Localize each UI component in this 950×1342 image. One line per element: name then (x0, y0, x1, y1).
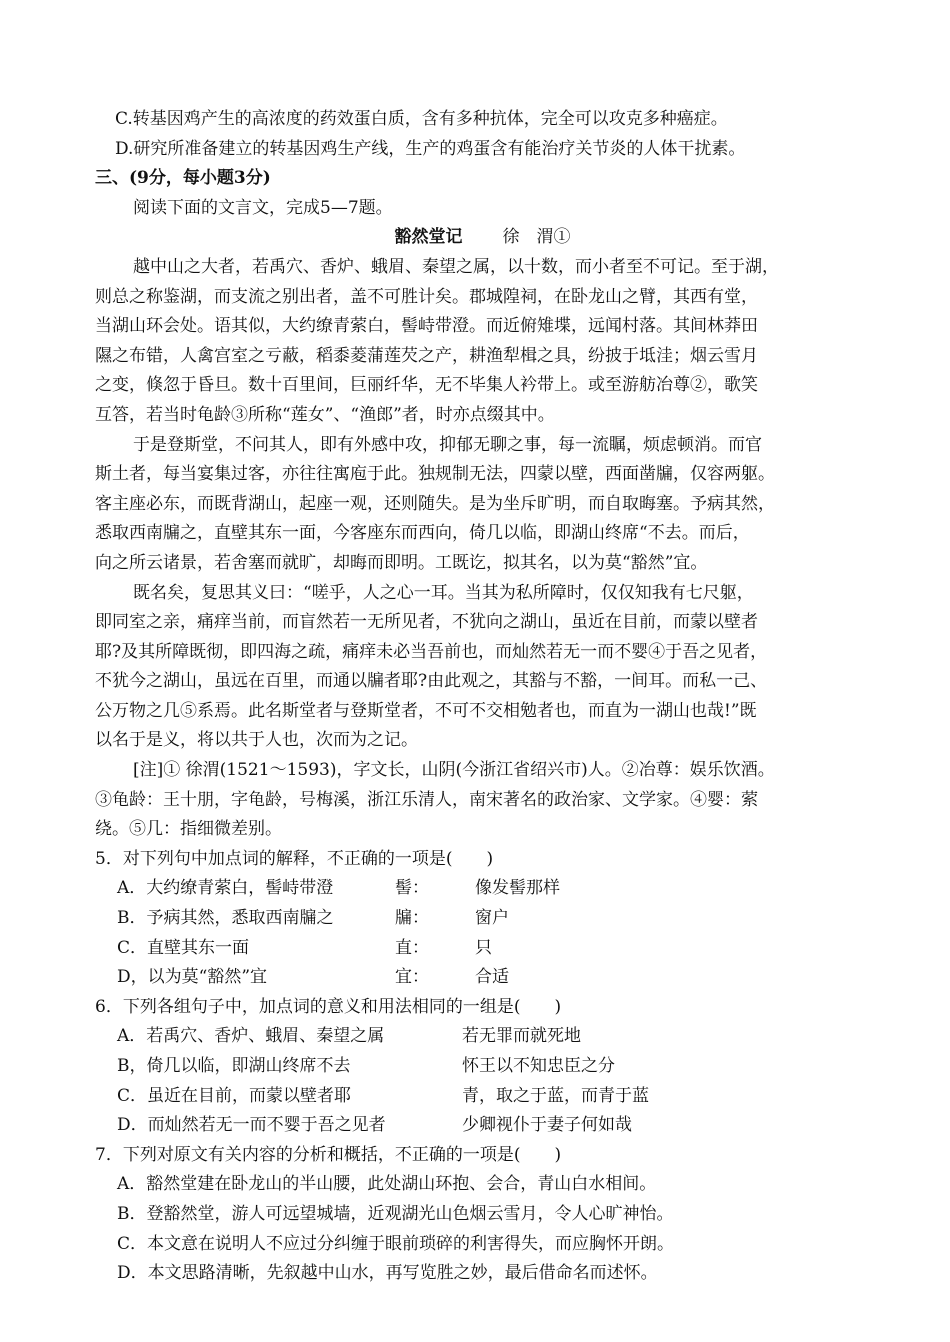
paragraph-line: 隰之布错，人禽宫室之亏蔽，稻黍菱蒲莲芡之产，耕渔犁楫之具，纷披于坻洼；烟云雪月 (95, 345, 758, 366)
option-sentence: D，以为莫“豁然”宜 (117, 967, 268, 988)
question-7-option-c: C．本文意在说明人不应过分纠缠于眼前琐碎的利害得失，而应胸怀开朗。 (117, 1233, 675, 1254)
paragraph-line: 越中山之大者，若禹穴、香炉、蛾眉、秦望之属，以十数，而小者至不可记。至于湖， (133, 256, 779, 277)
option-meaning: 合适 (475, 967, 509, 988)
question-6-stem: 6．下列各组句子中，加点词的意义和用法相同的一组是( ) (95, 996, 562, 1017)
option-left: A．若禹穴、香炉、蛾眉、秦望之属 (117, 1026, 385, 1047)
question-6-option-d (95, 1111, 870, 1141)
option-word: 髻： (395, 878, 429, 899)
option-d: D.研究所准备建立的转基因鸡生产线，生产的鸡蛋含有能治疗关节炎的人体干扰素。 (115, 138, 746, 159)
option-sentence: B．予病其然，悉取西南牖之 (117, 908, 334, 929)
question-6-option-a (95, 1022, 870, 1052)
paragraph-line: 则总之称鉴湖，而支流之别出者，盖不可胜计矣。郡城隍祠，在卧龙山之臂，其西有堂， (95, 286, 758, 307)
question-5-stem: 5．对下列句中加点词的解释，不正确的一项是( ) (95, 848, 494, 869)
option-word: 牖： (395, 908, 429, 929)
option-word: 直： (395, 937, 429, 958)
paragraph-1 (95, 253, 870, 431)
paragraph-line: 公万物之几⑤系焉。此名斯堂者与登斯堂者，不可不交相勉者也，而直为一湖山也哉!”既 (95, 700, 757, 721)
note-line: 绕。⑤几：指细微差别。 (95, 819, 282, 840)
option-word: 宜： (395, 967, 429, 988)
option-right: 青，取之于蓝，而青于蓝 (462, 1085, 649, 1106)
question-5-option-b (95, 904, 870, 934)
article-title-line (95, 223, 870, 253)
paragraph-line: 既名矣，复思其义曰：“嗟乎，人之心一耳。当其为私所障时，仅仅知我有七尺躯， (133, 582, 754, 603)
paragraph-line: 以名于是义，将以共于人也，次而为之记。 (95, 730, 418, 751)
paragraph-line: 悉取西南牖之，直壁其东一面，今客座东而西向，倚几以临，即湖山终席“不去。而后， (95, 523, 750, 544)
question-7-option-d: D．本文思路清晰，先叙越中山水，再写览胜之妙，最后借命名而述怀。 (117, 1263, 658, 1284)
option-sentence: C．直壁其东一面 (117, 937, 250, 958)
question-5-option-d (95, 963, 870, 993)
option-left: D．而灿然若无一而不婴于吾之见者 (117, 1115, 386, 1136)
exam-page (95, 105, 870, 1289)
paragraph-line: 客主座必东，而既背湖山，起座一观，还则随失。是为坐斥旷明，而自取晦塞。予病其然， (95, 493, 775, 514)
paragraph-line: 之变，倏忽于昏旦。数十百里间，巨丽纤华，无不毕集人衿带上。或至游舫冶尊②，歌笑 (95, 375, 758, 396)
question-6-option-b (95, 1052, 870, 1082)
paragraph-line: 于是登斯堂，不问其人，即有外感中攻，抑郁无聊之事，每一流瞩，烦虑顿消。而官 (133, 434, 762, 455)
question-5-option-a (95, 874, 870, 904)
article-title: 豁然堂记 (394, 227, 463, 248)
paragraph-line: 当湖山环会处。语其似，大约缭青萦白，髻峙带澄。而近俯雉堞，远闻村落。其间林莽田 (95, 316, 758, 337)
option-right: 怀王以不知忠臣之分 (462, 1056, 615, 1076)
option-left: B，倚几以临，即湖山终席不去 (117, 1056, 351, 1076)
option-c: C.转基因鸡产生的高浓度的药效蛋白质，含有多种抗体，完全可以攻克多种癌症。 (115, 109, 728, 129)
paragraph-line: 斯土者，每当宴集过客，亦往往寓庖于此。独规制无法，四蒙以壁，西面凿牖，仅容两躯。 (95, 464, 775, 485)
option-meaning: 只 (475, 937, 492, 958)
option-right: 若无罪而就死地 (462, 1026, 581, 1047)
article-author: 徐 渭① (502, 227, 571, 248)
note-line: [注]① 徐渭(1521～1593)，字文长，山阴(今浙江省绍兴市)人。②冶尊：娱乐饮酒。 (133, 760, 775, 781)
option-meaning: 窗户 (475, 908, 509, 929)
paragraph-line: 互答，若当时龟龄③所称“莲女”、“渔郎”者，时亦点缀其中。 (95, 404, 555, 425)
question-7-option-a: A．豁然堂建在卧龙山的半山腰，此处湖山环抱、会合，青山白水相间。 (117, 1174, 657, 1195)
paragraph-3 (95, 579, 870, 757)
question-7-stem: 7．下列对原文有关内容的分析和概括，不正确的一项是( ) (95, 1144, 562, 1165)
paragraph-line: 不犹今之湖山，虽远在百里，而通以牖者耶?由此观之，其豁与不豁，一间耳。而私一己、 (95, 671, 768, 692)
option-meaning: 像发髻那样 (475, 878, 560, 899)
question-7-option-b: B．登豁然堂，游人可远望城墙，近观湖光山色烟云雪月，令人心旷神怡。 (117, 1203, 674, 1224)
section-heading: 三、(9分，每小题3分) (95, 168, 271, 189)
paragraph-line: 即同室之亲，痛痒当前，而盲然若一无所见者，不犹向之湖山，虽近在目前，而蒙以壁者 (95, 612, 758, 633)
question-5-option-c (95, 934, 870, 964)
option-left: C．虽近在目前，而蒙以壁者耶 (117, 1085, 352, 1106)
instruction: 阅读下面的文言文，完成5—7题。 (133, 197, 393, 218)
option-right: 少卿视仆于妻子何如哉 (462, 1115, 632, 1136)
paragraph-line: 耶?及其所障既彻，即四海之疏，痛痒未必当吾前也，而灿然若无一而不婴④于吾之见者， (95, 641, 768, 662)
paragraph-2 (95, 431, 870, 579)
option-sentence: A．大约缭青萦白，髻峙带澄 (117, 878, 334, 899)
question-6-option-c (95, 1082, 870, 1112)
paragraph-line: 向之所云诸景，若舍塞而就旷，却晦而即明。工既讫，拟其名，以为莫“豁然”宜。 (95, 552, 708, 573)
notes (95, 756, 870, 845)
note-line: ③龟龄：王十朋，字龟龄，号梅溪，浙江乐清人，南宋著名的政治家、文学家。④婴：萦 (95, 789, 758, 810)
